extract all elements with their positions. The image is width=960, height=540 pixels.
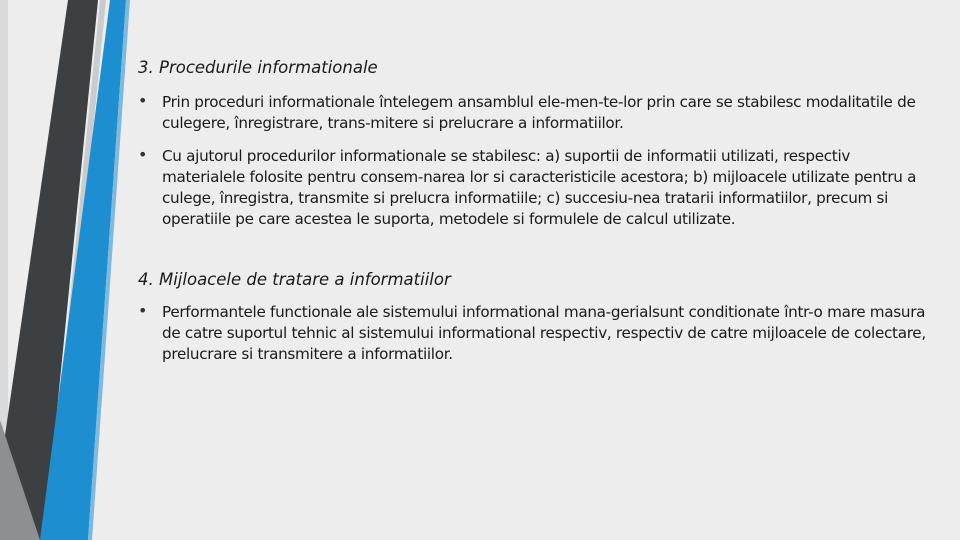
section-heading-procedures: 3. Procedurile informationale <box>138 58 378 77</box>
bullet-dot-icon: • <box>138 301 148 320</box>
section-heading-means: 4. Mijloacele de tratare a informatiilor <box>138 270 451 289</box>
slide-content <box>138 56 928 365</box>
decorative-stripes <box>0 0 140 540</box>
bullet-dot-icon: • <box>138 145 148 164</box>
bullet-item <box>138 302 928 365</box>
bullet-item <box>138 92 928 134</box>
bullet-dot-icon: • <box>138 91 148 110</box>
bullet-item <box>138 146 928 230</box>
bullet-text: Cu ajutorul procedurilor informationale se stabilesc: a) suportii de informatii utilizati, respectiv materialele folosite pentru consem-narea lor si caracteristicile acestora; b) mijloacele utilizate pentru a culege, înregistra, transmite si prelucra informatiile; c) succesiu-nea tratarii informatiilor, precum si operatiile pe care acestea le suporta, metodele si formulele de calcul utilizate. <box>162 147 917 228</box>
bullet-text: Prin proceduri informationale întelegem ansamblul ele-men-te-lor prin care se stabilesc modalitatile de culegere, înregistrare, trans-mitere si prelucrare a informatiilor. <box>162 93 916 132</box>
bullet-text: Performantele functionale ale sistemului informational mana-gerialsunt conditionate într-o mare masura de catre suportul tehnic al sistemului informational respectiv, respectiv de catre mijloacele de colectare, prelucrare si transmitere a informatiilor. <box>162 303 926 363</box>
